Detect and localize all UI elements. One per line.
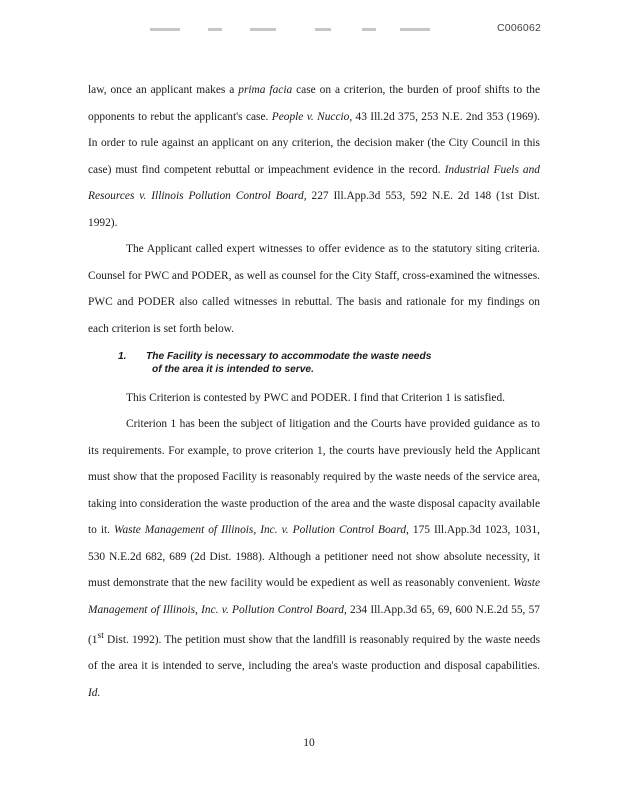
paragraph-criterion-requirements <box>88 411 540 706</box>
paragraph-burden-of-proof <box>88 77 540 236</box>
case-citation: Industrial Fuels and Resources v. Illinois Pollution Control Board, <box>88 163 540 202</box>
document-id: C006062 <box>497 22 542 34</box>
text-run: 227 Ill.App.3d 553, 592 N.E. 2d 148 (1st Dist. 1992). <box>88 190 540 229</box>
scan-mark <box>250 28 276 31</box>
case-citation: People v. Nuccio, <box>271 110 353 123</box>
text-run: 175 Ill.App.3d 1023, 1031, 530 N.E.2d 682, 689 (2d Dist. 1988). Although a petitioner need not show absolute necessity, it must demonstrate that the new facility would be expedient as well as reasonably convenient. <box>88 524 541 589</box>
paragraph-text: The Applicant called expert witnesses to offer evidence as to the statutory siting criteria. Counsel for PWC and PODER, as well as counsel for the City Staff, cross-examined the witnesses. PWC and PODER also called witnesses in rebuttal. The basis and rationale for my findings on each criterion is set forth below. <box>88 243 540 335</box>
scan-mark <box>400 28 430 31</box>
scan-mark <box>315 28 331 31</box>
paragraph-applicant-witnesses <box>88 236 540 342</box>
heading-line: of the area it is intended to serve. <box>152 364 314 375</box>
scan-mark <box>208 28 222 31</box>
text-run: case on a criterion, the burden of proof shifts to the opponents to rebut the applicant's case. <box>88 84 541 123</box>
ordinal-superscript: st <box>97 631 104 641</box>
case-citation: Waste Management of Illinois, Inc. v. Pollution Control Board, <box>114 524 409 536</box>
text-run: Dist. 1992). The petition must show that the landfill is reasonably required by the waste needs of the area it is intended to serve, including the area's waste production and disposal capabilities. <box>88 633 540 673</box>
scan-header-marks <box>150 28 450 36</box>
italic-term: prima facia <box>238 84 293 96</box>
scan-mark <box>150 28 180 31</box>
text-run: law, once an applicant makes a <box>88 84 239 96</box>
case-citation: Waste Management of Illinois, Inc. v. Pollution Control Board, <box>88 577 540 616</box>
text-run: 43 Ill.2d 375, 253 N.E. 2nd 353 (1969). In order to rule against an applicant on any criterion, the decision maker (the City Council in this case) must find competent rebuttal or impeachment evidence in the record. <box>88 110 540 176</box>
paragraph-criterion-contested <box>88 385 540 412</box>
text-run: Criterion 1 has been the subject of litigation and the Courts have provided guidance as to its requirements. For example, to prove criterion 1, the courts have previously held the Applicant must show that the proposed Facility is reasonably required by the waste needs of the service area, taking into consideration the waste production of the area and the waste disposal capacity available to it. <box>88 418 540 536</box>
page-number: 10 <box>303 737 315 749</box>
scan-mark <box>362 28 376 31</box>
heading-line: The Facility is necessary to accommodate the waste needs <box>146 351 432 362</box>
text-run: 234 Ill.App.3d 65, 69, 600 N.E.2d 55, 57 (1 <box>88 603 540 646</box>
case-citation: Id. <box>88 686 101 699</box>
paragraph-text: This Criterion is contested by PWC and PODER. I find that Criterion 1 is satisfied. <box>126 392 506 404</box>
heading-number: 1. <box>118 351 127 362</box>
